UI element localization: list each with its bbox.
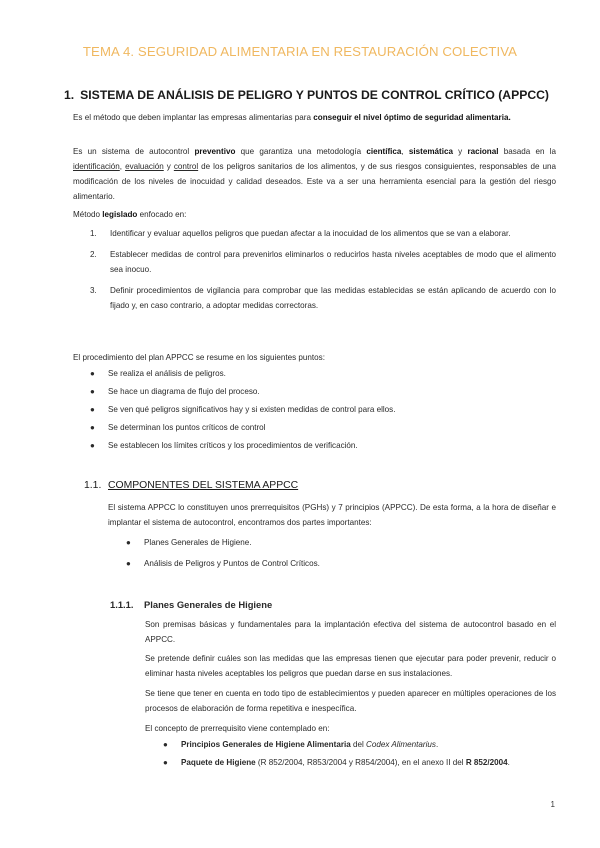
- paragraph-establecimientos: Se tiene que tener en cuenta en todo tipo de establecimientos y pueden aparecer en múltiples operaciones de los procesos de elaboración de forma repetitiva e inespecífica.: [145, 689, 556, 713]
- list-item: [163, 754, 510, 772]
- bullet-icon: ●: [90, 369, 95, 378]
- bullet-list: [126, 534, 320, 573]
- list-number: 2.: [90, 250, 97, 259]
- paragraph-definition: [73, 110, 556, 125]
- text-run: .: [507, 758, 510, 767]
- bullet-list: [163, 736, 510, 772]
- section-heading-1-1-1: [110, 599, 272, 610]
- list-item-text: Se establecen los límites críticos y los procedimientos de verificación.: [108, 441, 358, 450]
- section-heading-1: [64, 88, 560, 102]
- paragraph-autocontrol: [73, 144, 556, 204]
- text-run: que garantiza una metodología: [235, 147, 367, 156]
- bold-run: científica: [366, 147, 402, 156]
- text-run: y: [163, 162, 174, 171]
- paragraph-metodo: [73, 207, 556, 222]
- text-run: de los peligros sanitarios de los alimentos, y de sus riesgos consiguientes, responsables de una modificación de los niveles de inocuidad y calidad deseados. Este va a ser una herramienta esencial para la gestión del riesgo alimentario.: [73, 162, 557, 201]
- italic-run: Codex Alimentarius: [366, 740, 436, 749]
- bold-run: conseguir el nivel óptimo de seguridad alimentaria.: [313, 113, 511, 122]
- bullet-icon: ●: [90, 405, 95, 414]
- list-item-text: Definir procedimientos de vigilancia para comprobar que las medidas establecidas se están aplicando de acuerdo con lo fijado y, en caso contrario, a adoptar medidas correctoras.: [110, 286, 556, 310]
- text-run: y: [452, 147, 468, 156]
- bullet-icon: ●: [90, 423, 95, 432]
- text-run: Es el método que deben implantar las empresas alimentarias para: [73, 113, 314, 122]
- text-run: Es un sistema de autocontrol: [73, 147, 195, 156]
- list-number: 3.: [90, 286, 97, 295]
- list-item: [163, 736, 510, 754]
- text-run: ,: [119, 162, 126, 171]
- bold-run: preventivo: [194, 147, 236, 156]
- list-item: [90, 401, 395, 419]
- bold-run: Principios Generales de Higiene Alimentaria: [181, 740, 351, 749]
- section-heading-1-1: [84, 480, 298, 491]
- bold-run: Paquete de Higiene: [181, 758, 256, 767]
- list-item: [90, 226, 556, 241]
- text-run: (R 852/2004, R853/2004 y R854/2004), en el anexo II del: [255, 758, 466, 767]
- list-item-text: Se realiza el análisis de peligros.: [108, 369, 226, 378]
- paragraph-componentes: El sistema APPCC lo constituyen unos prerrequisitos (PGHs) y 7 principios (APPCC). De esta forma, a la hora de diseñar e implantar el sistema de autocontrol, encontramos dos partes importantes:: [108, 503, 556, 527]
- list-number: 1.: [90, 229, 97, 238]
- list-item-text: Análisis de Peligros y Puntos de Control Críticos.: [144, 559, 320, 568]
- list-item: [90, 437, 395, 455]
- text-run: ,: [401, 147, 409, 156]
- list-item: [126, 555, 320, 573]
- text-run: enfocado en:: [137, 210, 187, 219]
- bold-run: sistemática: [408, 147, 453, 156]
- bold-run: racional: [467, 147, 499, 156]
- bullet-icon: ●: [90, 387, 95, 396]
- text-run: del: [350, 740, 367, 749]
- list-item-text: Establecer medidas de control para prevenirlos eliminarlos o reducirlos hasta niveles aceptables de modo que el alimento sea inocuo.: [110, 250, 556, 274]
- section-title: COMPONENTES DEL SISTEMA APPCC: [108, 480, 299, 491]
- paragraph-concepto: El concepto de prerrequisito viene contemplado en:: [145, 724, 330, 733]
- bold-run: legislado: [102, 210, 138, 219]
- list-item: [90, 383, 395, 401]
- section-number: 1.1.: [84, 480, 102, 491]
- bullet-icon: ●: [126, 559, 131, 568]
- paragraph-medidas: Se pretende definir cuáles son las medidas que las empresas tienen que ejecutar para poder prevenir, reducir o eliminar hasta niveles aceptables los peligros que puedan darse en sus instalaciones.: [145, 654, 556, 678]
- text-run: basada en la: [498, 147, 556, 156]
- list-item: [126, 534, 320, 552]
- bullet-icon: ●: [163, 740, 168, 749]
- list-item-text: Planes Generales de Higiene.: [144, 538, 252, 547]
- bullet-list: [90, 365, 395, 455]
- page-number: 1: [550, 800, 555, 809]
- list-item: [90, 247, 556, 277]
- bold-run: R 852/2004: [465, 758, 508, 767]
- paragraph-premisas: Son premisas básicas y fundamentales para la implantación efectiva del sistema de autocontrol basado en el APPCC.: [145, 620, 556, 644]
- underlined-run: identificación: [73, 162, 120, 171]
- text-run: .: [435, 740, 439, 749]
- list-item: [90, 365, 395, 383]
- section-number: 1.1.1.: [110, 599, 134, 610]
- list-item-text: Se hace un diagrama de flujo del proceso.: [108, 387, 260, 396]
- ordered-list: [90, 226, 556, 313]
- list-item-text: Se ven qué peligros significativos hay y si existen medidas de control para ellos.: [108, 405, 396, 414]
- list-item: [90, 283, 556, 313]
- bullet-icon: ●: [90, 441, 95, 450]
- section-title: SISTEMA DE ANÁLISIS DE PELIGRO Y PUNTOS DE CONTROL CRÍTICO (APPCC): [80, 88, 549, 102]
- bullet-icon: ●: [126, 538, 131, 547]
- section-title: Planes Generales de Higiene: [144, 599, 273, 610]
- document-title: TEMA 4. SEGURIDAD ALIMENTARIA EN RESTAURACIÓN COLECTIVA: [82, 44, 518, 59]
- list-item-text: Se determinan los puntos críticos de control: [108, 423, 266, 432]
- underlined-run: evaluación: [125, 162, 164, 171]
- underlined-run: control: [173, 162, 199, 171]
- section-number: 1.: [64, 88, 75, 102]
- bullet-icon: ●: [163, 758, 168, 767]
- text-run: Método: [73, 210, 103, 219]
- list-item-text: Identificar y evaluar aquellos peligros que puedan afectar a la inocuidad de los alimentos que se van a elaborar.: [110, 229, 511, 238]
- list-item: [90, 419, 395, 437]
- paragraph-procedimiento: El procedimiento del plan APPCC se resume en los siguientes puntos:: [73, 353, 325, 362]
